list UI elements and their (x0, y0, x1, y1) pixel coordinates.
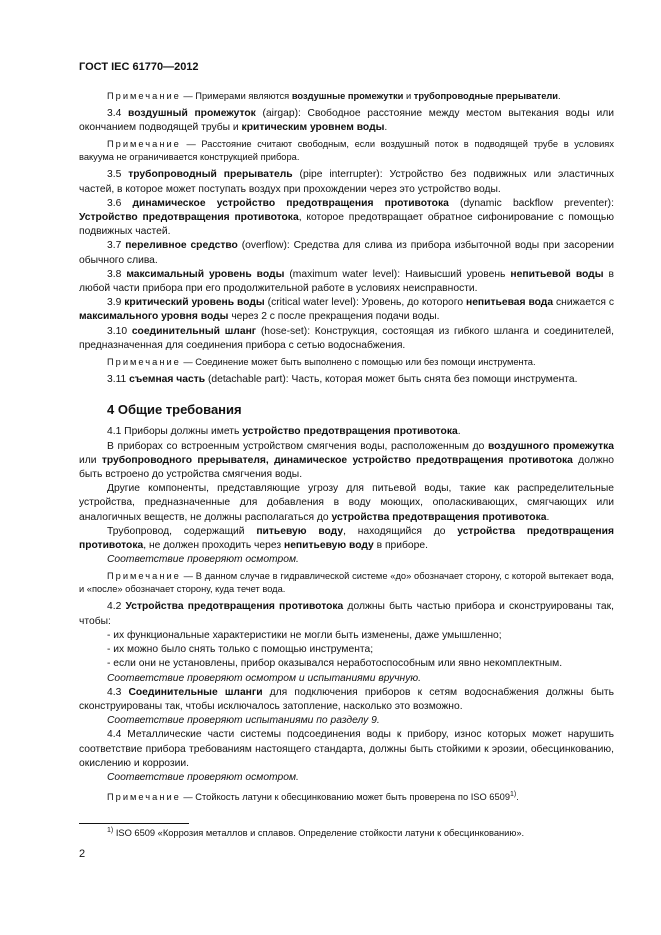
compliance-statement-4-2: Соответствие проверяют осмотром и испытаниями вручную. (107, 672, 421, 684)
definition-3-6: 3.6 динамическое устройство предотвращения противотока (dynamic backflow preventer): Устройство предотвращения противотока, которое предотвращает обратное сифонирование с помощью подвижных частей. (79, 197, 614, 238)
note-3-4: Примечание — Расстояние считают свободным, если воздушный поток в подводящей трубе в условиях вакуума не ограничивается конструкцией прибора. (79, 139, 614, 163)
list-item: - их функциональные характеристики не могли быть изменены, даже умышленно; (107, 629, 502, 641)
clause-4-1-components: Другие компоненты, представляющие угрозу для питьевой воды, такие как распределительные устройства, предназначенные для добавления в воду моющих, ополаскивающих, смягчающих или аналогичных веществ, не должны располагаться до устройства предотвращения противотока. (79, 483, 614, 523)
note-4-4: Примечание — Стойкость латуни к обесцинкованию может быть проверена по ISO 6509$^{1)}$. (107, 791, 519, 803)
standard-header: ГОСТ IEC 61770—2012 (79, 61, 199, 73)
section-heading-4: 4 Общие требования (107, 402, 242, 418)
document-body (79, 87, 614, 808)
definition-3-5: 3.5 трубопроводный прерыватель (pipe interrupter): Устройство без подвижных или эластичных частей, в которое может поступать воздух при прохождении через это устройство воды. (79, 169, 614, 195)
compliance-statement-4-1: Соответствие проверяют осмотром. (107, 554, 299, 566)
note-3-10: Примечание — Соединение может быть выполнено с помощью или без помощи инструмента. (107, 357, 536, 368)
compliance-statement-4-4: Соответствие проверяют осмотром. (107, 771, 299, 783)
note-4-1: Примечание — В данном случае в гидравлической системе «до» обозначает сторону, с которой вытекает вода, и «после» обозначает сторону, куда течет вода. (79, 571, 615, 595)
list-item: - если они не установлены, прибор оказывался неработоспособным или явно некомплектным. (107, 658, 563, 670)
definition-3-9: 3.9 критический уровень воды (critical water level): Уровень, до которого непитьевая вода снижается с максимального уровня воды через 2 с после прекращения подачи воды. (79, 297, 615, 323)
definition-3-10: 3.10 соединительный шланг (hose-set): Конструкция, состоящая из гибкого шланга и соединителей, предназначенная для соединения прибора с сетью водоснабжения. (79, 325, 614, 351)
page-number: 2 (79, 848, 86, 860)
clause-4-1-pipeline: Трубопровод, содержащий питьевую воду, находящийся до устройства предотвращения противотока, не должен проходить через непитьевую воду в приборе. (79, 525, 614, 552)
compliance-statement-4-3: Соответствие проверяют испытаниями по разделу 9. (107, 715, 380, 727)
clause-4-2: 4.2 Устройства предотвращения противотока должны быть частью прибора и сконструированы так, чтобы: (79, 601, 614, 627)
definition-3-7: 3.7 переливное средство (overflow): Средства для слива из прибора избыточной воды при засорении обычного слива. (79, 240, 614, 266)
clause-4-1-softener: В приборах со встроенным устройством смягчения воды, расположенным до воздушного промежутка или трубопроводного прерывателя, динамическое устройство предотвращения противотока должно быть встроено до устройства смягчения воды. (79, 440, 615, 481)
footnote-separator (79, 823, 189, 824)
clause-4-1: 4.1 Приборы должны иметь устройство предотвращения противотока. (107, 426, 461, 438)
requirements-list (79, 629, 614, 672)
note-airgap-examples: Примечание — Примерами являются воздушные промежутки и трубопроводные прерыватели. (107, 91, 561, 101)
list-item: - их можно было снять только с помощью инструмента; (107, 644, 374, 656)
clause-4-4: 4.4 Металлические части системы подсоединения воды к прибору, износ которых может нарушить соответствие прибора требованиям настоящего стандарта, должны быть стойкими к эрозии, обесцинкованию, окислению и коррозии. (79, 729, 614, 769)
clause-4-3: 4.3 Соединительные шланги для подключения приборов к сетям водоснабжения должны быть сконструированы так, чтобы исключалось затопление, насколько это возможно. (79, 686, 614, 712)
definition-3-8: 3.8 максимальный уровень воды (maximum water level): Наивысший уровень непитьевой воды в любой части прибора при его продолжительной работе в условиях неисправности. (79, 268, 614, 295)
footnote: $^{1)}$ ISO 6509 «Коррозия металлов и сплавов. Определение стойкости латуни к обесцинкованию». (107, 827, 525, 839)
definition-3-4: 3.4 воздушный промежуток (airgap): Свободное расстояние между местом вытекания воды или окончанием подводящей трубы и критическим уровнем воды. (79, 108, 615, 134)
definition-3-11: 3.11 съемная часть (detachable part): Часть, которая может быть снята без помощи инструмента. (107, 374, 578, 386)
